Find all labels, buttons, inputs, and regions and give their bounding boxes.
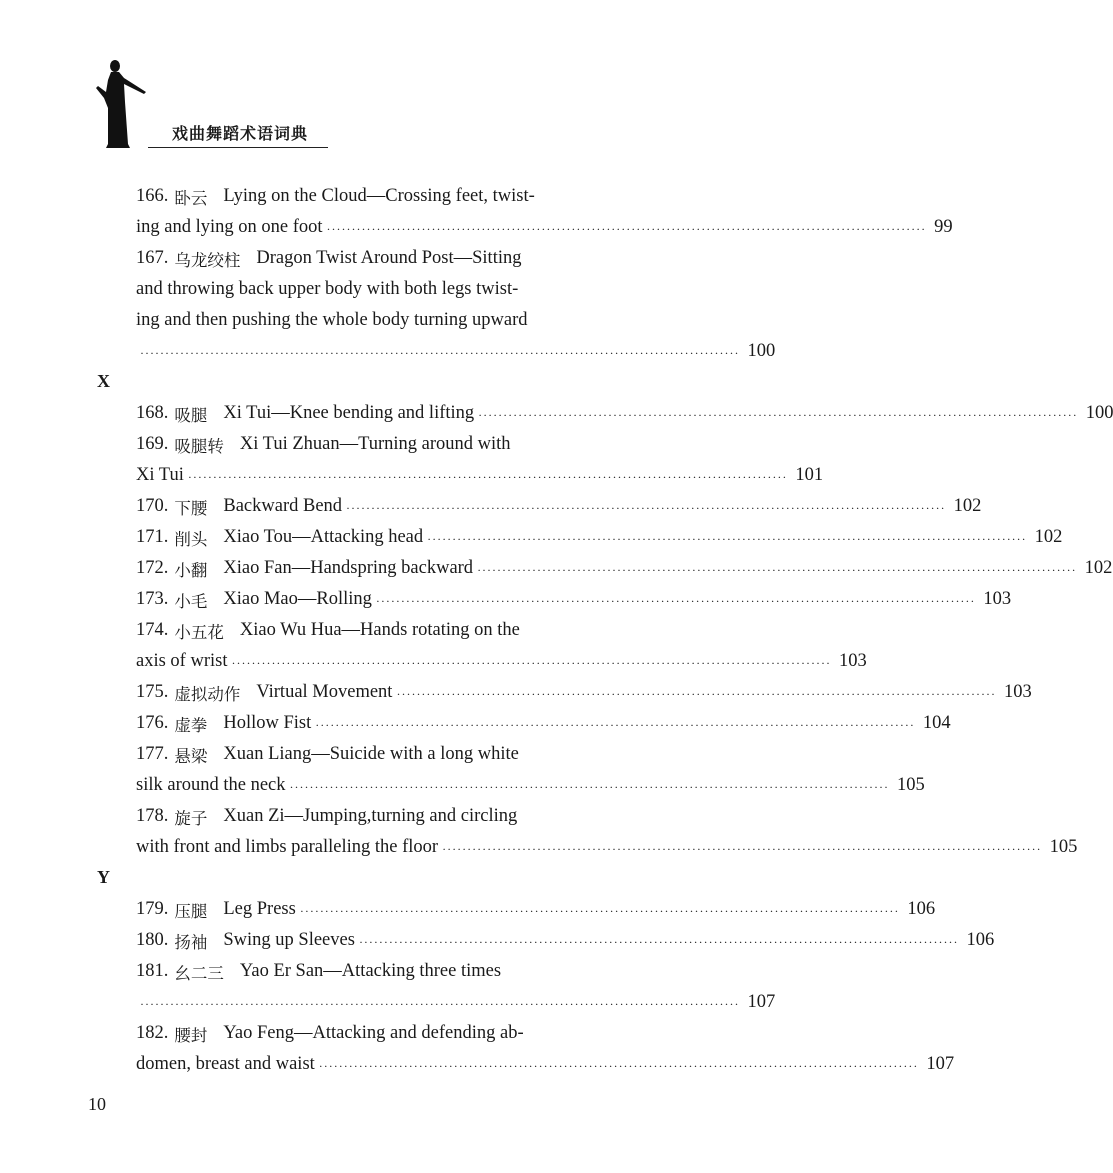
entry-chinese-term: 吸腿 — [174, 405, 208, 425]
leader-dots: ························································································································ — [358, 935, 959, 949]
leader-dots: ························································································································ — [326, 222, 927, 236]
dancer-silhouette-icon — [94, 58, 150, 150]
entry-page: 102 — [1034, 527, 1063, 547]
entry-text: Xiao Mao—Rolling — [223, 589, 372, 609]
toc-entry-line — [136, 584, 1012, 615]
entry-text: Dragon Twist Around Post—Sitting — [256, 248, 522, 268]
toc-entry-line — [136, 398, 1113, 429]
leader-dots: ························································································································ — [396, 687, 996, 701]
section-letter: X — [97, 371, 110, 391]
entry-chinese-term: 压腿 — [174, 901, 208, 921]
entry-page: 105 — [897, 775, 925, 795]
entry-text: Xiao Wu Hua—Hands rotating on the — [239, 620, 520, 640]
header-rule — [148, 147, 328, 148]
entry-chinese-term: 削头 — [174, 529, 208, 549]
entry-number: 176. — [136, 713, 169, 733]
entry-text: Lying on the Cloud—Crossing feet, twist- — [223, 186, 535, 206]
entry-number: 166. — [136, 186, 169, 206]
toc-entry-line — [136, 522, 1063, 553]
entry-text: Swing up Sleeves — [223, 930, 355, 950]
section-letter: Y — [97, 867, 110, 887]
leader-dots: ························································································································ — [477, 563, 1077, 577]
entry-text: Xuan Liang—Suicide with a long white — [223, 744, 519, 764]
entry-chinese-term: 旋子 — [174, 808, 208, 828]
toc-entry-line — [136, 770, 925, 801]
entry-text: Xi Tui—Knee bending and lifting — [223, 403, 475, 423]
entry-text: Backward Bend — [223, 496, 343, 516]
header-title: 戏曲舞蹈术语词典 — [172, 124, 309, 143]
entry-chinese-term: 腰封 — [174, 1025, 208, 1045]
toc-entry-line — [136, 274, 577, 305]
leader-dots: ························································································································ — [442, 842, 1042, 856]
toc-entry-line — [136, 677, 1032, 708]
entry-number: 167. — [136, 248, 169, 268]
entry-text: and throwing back upper body with both legs twist- — [136, 279, 519, 299]
entry-number: 170. — [136, 496, 169, 516]
entry-text: Xi Tui — [136, 465, 184, 485]
toc-entry-line — [136, 801, 577, 832]
leader-dots: ························································································································ — [289, 780, 890, 794]
entry-page: 99 — [934, 217, 953, 237]
entry-number: 182. — [136, 1023, 169, 1043]
entry-chinese-term: 扬袖 — [174, 932, 208, 952]
entry-text: Leg Press — [223, 899, 296, 919]
leader-dots: ························································································································ — [187, 470, 788, 484]
entry-page: 102 — [1084, 558, 1113, 578]
toc-entry-line — [136, 243, 577, 274]
toc-entry-line — [136, 987, 776, 1018]
entry-number: 175. — [136, 682, 169, 702]
toc-entry-line — [136, 305, 577, 336]
entry-page: 103 — [1003, 682, 1032, 702]
entry-chinese-term: 幺二三 — [174, 963, 224, 983]
toc-entry-line — [136, 553, 1113, 584]
entry-number: 178. — [136, 806, 169, 826]
entry-page: 100 — [747, 341, 776, 361]
entry-number: 169. — [136, 434, 169, 454]
entry-page: 103 — [983, 589, 1012, 609]
entry-chinese-term: 虚拟动作 — [174, 684, 241, 704]
entry-chinese-term: 小五花 — [174, 622, 224, 642]
leader-dots: ························································································································ — [427, 532, 1027, 546]
leader-dots: ························································································································ — [315, 718, 915, 732]
entry-chinese-term: 小毛 — [174, 591, 208, 611]
toc-entry-line — [136, 181, 577, 212]
leader-dots: ························································································································ — [140, 346, 740, 360]
entry-text: Virtual Movement — [256, 682, 393, 702]
entry-text: Yao Er San—Attacking three times — [239, 961, 502, 981]
toc-entry-line — [136, 491, 982, 522]
toc-entry-line — [136, 925, 995, 956]
entry-text: ing and lying on one foot — [136, 217, 323, 237]
toc-entry-line — [136, 739, 577, 770]
toc-entry-line — [136, 832, 1078, 863]
entry-number: 171. — [136, 527, 169, 547]
entry-page: 107 — [747, 992, 776, 1012]
toc-entry-line — [136, 956, 577, 987]
entry-chinese-term: 虚拳 — [174, 715, 208, 735]
entry-text: Xi Tui Zhuan—Turning around with — [239, 434, 511, 454]
toc-entry-line — [136, 646, 867, 677]
toc-entry-line — [136, 894, 936, 925]
toc-entry-line — [136, 212, 953, 243]
entry-text: Hollow Fist — [223, 713, 312, 733]
entry-number: 168. — [136, 403, 169, 423]
page-number: 10 — [88, 1094, 106, 1114]
entry-page: 106 — [907, 899, 936, 919]
leader-dots: ························································································································ — [478, 408, 1078, 422]
entry-chinese-term: 吸腿转 — [174, 436, 224, 456]
entry-text: with front and limbs paralleling the floor — [136, 837, 439, 857]
entry-number: 179. — [136, 899, 169, 919]
entry-number: 173. — [136, 589, 169, 609]
entry-number: 181. — [136, 961, 169, 981]
entry-chinese-term: 乌龙绞柱 — [174, 250, 241, 270]
entry-page: 100 — [1085, 403, 1113, 423]
leader-dots: ························································································································ — [299, 904, 900, 918]
toc-entry-line — [136, 1049, 955, 1080]
toc-entry-line — [136, 1018, 577, 1049]
toc-entry-line — [136, 336, 776, 367]
entry-text: silk around the neck — [136, 775, 286, 795]
entry-text: Yao Feng—Attacking and defending ab- — [223, 1023, 524, 1043]
entry-page: 106 — [966, 930, 995, 950]
entry-chinese-term: 卧云 — [174, 188, 208, 208]
toc-entry-line — [136, 708, 951, 739]
entry-page: 102 — [953, 496, 982, 516]
entry-text: Xuan Zi—Jumping,turning and circling — [223, 806, 518, 826]
leader-dots: ························································································································ — [375, 594, 976, 608]
entry-number: 172. — [136, 558, 169, 578]
entry-text: axis of wrist — [136, 651, 228, 671]
entry-page: 103 — [839, 651, 867, 671]
entry-page: 107 — [926, 1054, 955, 1074]
entry-number: 177. — [136, 744, 169, 764]
toc-entry-line — [136, 460, 824, 491]
entry-chinese-term: 下腰 — [174, 498, 208, 518]
entry-text: Xiao Tou—Attacking head — [223, 527, 424, 547]
entry-chinese-term: 小翻 — [174, 560, 208, 580]
leader-dots: ························································································································ — [318, 1059, 919, 1073]
entry-number: 180. — [136, 930, 169, 950]
entry-text: Xiao Fan—Handspring backward — [223, 558, 474, 578]
entry-text: ing and then pushing the whole body turning upward — [136, 310, 528, 330]
entry-text: domen, breast and waist — [136, 1054, 315, 1074]
entry-chinese-term: 悬梁 — [174, 746, 208, 766]
leader-dots: ························································································································ — [231, 656, 831, 670]
entry-page: 101 — [795, 465, 824, 485]
leader-dots: ························································································································ — [346, 501, 946, 515]
toc-entry-line — [136, 429, 577, 460]
entry-number: 174. — [136, 620, 169, 640]
toc-entry-line — [136, 615, 577, 646]
leader-dots: ························································································································ — [140, 997, 740, 1011]
entry-page: 104 — [922, 713, 951, 733]
entry-page: 105 — [1049, 837, 1078, 857]
